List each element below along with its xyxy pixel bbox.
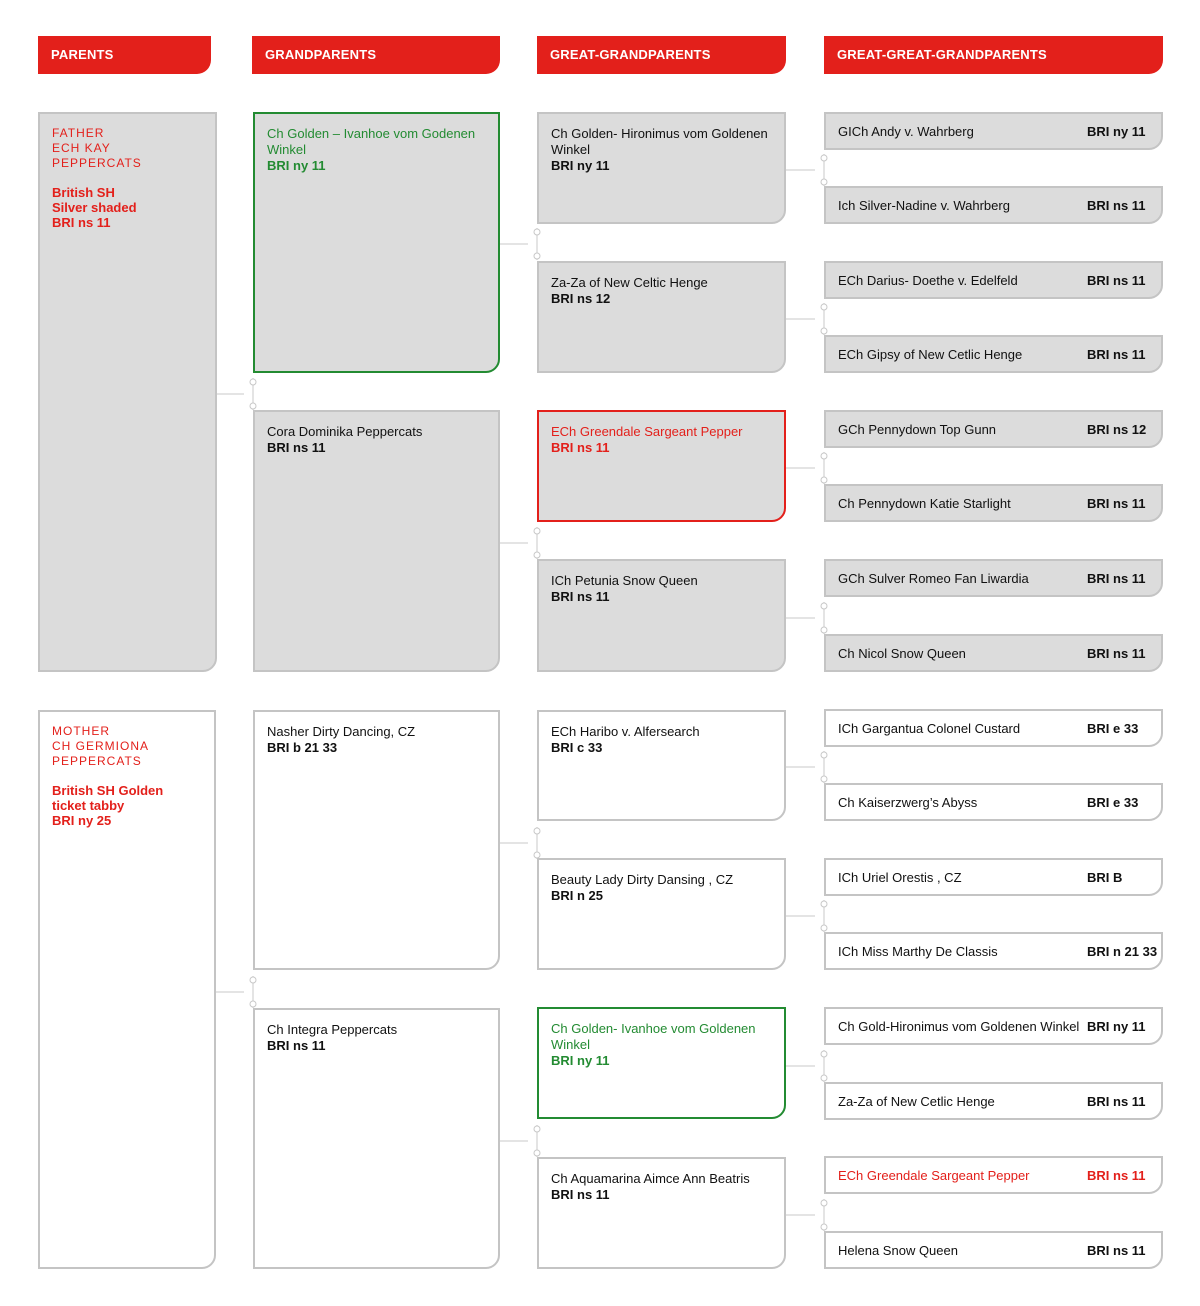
grandparent-name: Nasher Dirty Dancing, CZ bbox=[267, 724, 416, 739]
header-grandparents: GRANDPARENTS bbox=[252, 36, 500, 74]
ggp-code: BRI ns 11 bbox=[1087, 273, 1146, 288]
great-great-grandparent-row[interactable] bbox=[824, 1007, 1163, 1045]
mother-name-cont: PEPPERCATS bbox=[52, 754, 142, 768]
ggp-name: Ich Silver-Nadine v. Wahrberg bbox=[838, 198, 1010, 213]
great-grandparent-name: Ch Aquamarina Aimce Ann Beatris bbox=[551, 1171, 750, 1186]
ggp-name: ICh Gargantua Colonel Custard bbox=[838, 721, 1021, 736]
great-great-grandparent-row[interactable] bbox=[824, 634, 1163, 672]
father-code: BRI ns 11 bbox=[52, 215, 111, 230]
great-grandparent-name: ECh Haribo v. Alfersearch bbox=[551, 724, 700, 739]
great-grandparent-code: BRI ny 11 bbox=[551, 158, 610, 173]
great-grandparent-name: Ch Golden- Ivanhoe vom Goldenen Winkel bbox=[551, 1021, 756, 1052]
grandparent-card[interactable] bbox=[253, 410, 500, 672]
great-great-grandparent-row[interactable] bbox=[824, 335, 1163, 373]
great-grandparent-code: BRI ns 11 bbox=[551, 1187, 610, 1202]
great-grandparent-code: BRI n 25 bbox=[551, 888, 604, 903]
ggp-name: GICh Andy v. Wahrberg bbox=[838, 124, 974, 139]
grandparent-code: BRI ns 11 bbox=[267, 1038, 326, 1053]
ggp-code: BRI n 21 33 bbox=[1087, 944, 1158, 959]
great-grandparent-name: ICh Petunia Snow Queen bbox=[551, 573, 698, 588]
great-grandparent-name: Za-Za of New Celtic Henge bbox=[551, 275, 708, 290]
ggp-name: Ch Pennydown Katie Starlight bbox=[838, 496, 1011, 511]
header-parents: PARENTS bbox=[38, 36, 211, 74]
ggp-code: BRI ns 11 bbox=[1087, 1168, 1146, 1183]
great-grandparent-name: Beauty Lady Dirty Dansing , CZ bbox=[551, 872, 734, 887]
ggp-code: BRI B bbox=[1087, 870, 1123, 885]
great-grandparent-card[interactable] bbox=[537, 112, 786, 224]
great-great-grandparent-row[interactable] bbox=[824, 783, 1163, 821]
ggp-name: ECh Gipsy of New Cetlic Henge bbox=[838, 347, 1023, 362]
ggp-name: Ch Nicol Snow Queen bbox=[838, 646, 966, 661]
father-color: Silver shaded bbox=[52, 200, 137, 215]
grandparent-card[interactable] bbox=[253, 112, 500, 373]
great-grandparent-code: BRI ns 12 bbox=[551, 291, 611, 306]
mother-breed: British SH Golden bbox=[52, 783, 164, 798]
great-grandparent-card[interactable] bbox=[537, 710, 786, 821]
great-grandparent-code: BRI ns 11 bbox=[551, 589, 610, 604]
mother-card[interactable] bbox=[38, 710, 216, 1269]
great-great-grandparent-row[interactable] bbox=[824, 559, 1163, 597]
great-great-grandparent-row[interactable] bbox=[824, 858, 1163, 896]
ggp-code: BRI e 33 bbox=[1087, 721, 1139, 736]
ggp-name: Ch Gold-Hironimus vom Goldenen Winkel bbox=[838, 1019, 1080, 1034]
great-great-grandparent-row[interactable] bbox=[824, 112, 1163, 150]
grandparent-name: Ch Integra Peppercats bbox=[267, 1022, 398, 1037]
ggp-code: BRI e 33 bbox=[1087, 795, 1139, 810]
great-grandparent-code: BRI c 33 bbox=[551, 740, 603, 755]
ggp-name: ICh Miss Marthy De Classis bbox=[838, 944, 998, 959]
header-great-grandparents: GREAT-GRANDPARENTS bbox=[537, 36, 786, 74]
ggp-name: GCh Pennydown Top Gunn bbox=[838, 422, 997, 437]
header-great-great-grandparents: GREAT-GREAT-GRANDPARENTS bbox=[824, 36, 1163, 74]
mother-color: ticket tabby bbox=[52, 798, 125, 813]
grandparent-name: Cora Dominika Peppercats bbox=[267, 424, 423, 439]
ggp-name: ECh Greendale Sargeant Pepper bbox=[838, 1168, 1030, 1183]
father-label: FATHER bbox=[52, 126, 105, 140]
ggp-code: BRI ns 11 bbox=[1087, 571, 1146, 586]
great-grandparent-code: BRI ns 11 bbox=[551, 440, 610, 455]
great-grandparent-card[interactable] bbox=[537, 1157, 786, 1269]
great-grandparent-code: BRI ny 11 bbox=[551, 1053, 610, 1068]
great-great-grandparent-row[interactable] bbox=[824, 1082, 1163, 1120]
ggp-code: BRI ns 11 bbox=[1087, 198, 1146, 213]
father-card[interactable] bbox=[38, 112, 217, 672]
grandparent-code: BRI ny 11 bbox=[267, 158, 326, 173]
great-great-grandparent-row[interactable] bbox=[824, 709, 1163, 747]
great-grandparent-card[interactable] bbox=[537, 858, 786, 970]
great-great-grandparent-row[interactable] bbox=[824, 484, 1163, 522]
great-grandparent-card[interactable] bbox=[537, 1007, 786, 1119]
mother-name: CH GERMIONA bbox=[52, 739, 150, 753]
ggp-name: Za-Za of New Cetlic Henge bbox=[838, 1094, 995, 1109]
ggp-code: BRI ns 11 bbox=[1087, 646, 1146, 661]
ggp-name: Ch Kaiserzwerg’s Abyss bbox=[838, 795, 978, 810]
great-grandparent-name: ECh Greendale Sargeant Pepper bbox=[551, 424, 743, 439]
grandparent-card[interactable] bbox=[253, 710, 500, 970]
father-name: ECH KAY PEPPERCATS bbox=[52, 141, 142, 170]
great-grandparent-card[interactable] bbox=[537, 559, 786, 672]
great-great-grandparent-row[interactable] bbox=[824, 186, 1163, 224]
great-great-grandparent-row[interactable] bbox=[824, 1231, 1163, 1269]
mother-label: MOTHER bbox=[52, 724, 110, 738]
ggp-name: Helena Snow Queen bbox=[838, 1243, 958, 1258]
ggp-code: BRI ns 11 bbox=[1087, 1094, 1146, 1109]
ggp-code: BRI ns 11 bbox=[1087, 347, 1146, 362]
great-grandparent-name: Ch Golden- Hironimus vom Goldenen Winkel bbox=[551, 126, 768, 157]
grandparent-code: BRI ns 11 bbox=[267, 440, 326, 455]
ggp-code: BRI ns 11 bbox=[1087, 496, 1146, 511]
ggp-code: BRI ns 11 bbox=[1087, 1243, 1146, 1258]
ggp-code: BRI ny 11 bbox=[1087, 1019, 1146, 1034]
great-great-grandparent-row[interactable] bbox=[824, 932, 1163, 970]
ggp-code: BRI ns 12 bbox=[1087, 422, 1147, 437]
ggp-name: ICh Uriel Orestis , CZ bbox=[838, 870, 962, 885]
great-grandparent-card[interactable] bbox=[537, 410, 786, 522]
ggp-name: GCh Sulver Romeo Fan Liwardia bbox=[838, 571, 1029, 586]
great-great-grandparent-row[interactable] bbox=[824, 410, 1163, 448]
ggp-code: BRI ny 11 bbox=[1087, 124, 1146, 139]
great-great-grandparent-row[interactable] bbox=[824, 261, 1163, 299]
mother-code: BRI ny 25 bbox=[52, 813, 112, 828]
grandparent-code: BRI b 21 33 bbox=[267, 740, 338, 755]
grandparent-card[interactable] bbox=[253, 1008, 500, 1269]
great-grandparent-card[interactable] bbox=[537, 261, 786, 373]
father-breed: British SH bbox=[52, 185, 115, 200]
great-great-grandparent-row[interactable] bbox=[824, 1156, 1163, 1194]
ggp-name: ECh Darius- Doethe v. Edelfeld bbox=[838, 273, 1018, 288]
grandparent-name: Ch Golden – Ivanhoe vom Godenen Winkel bbox=[267, 126, 476, 157]
